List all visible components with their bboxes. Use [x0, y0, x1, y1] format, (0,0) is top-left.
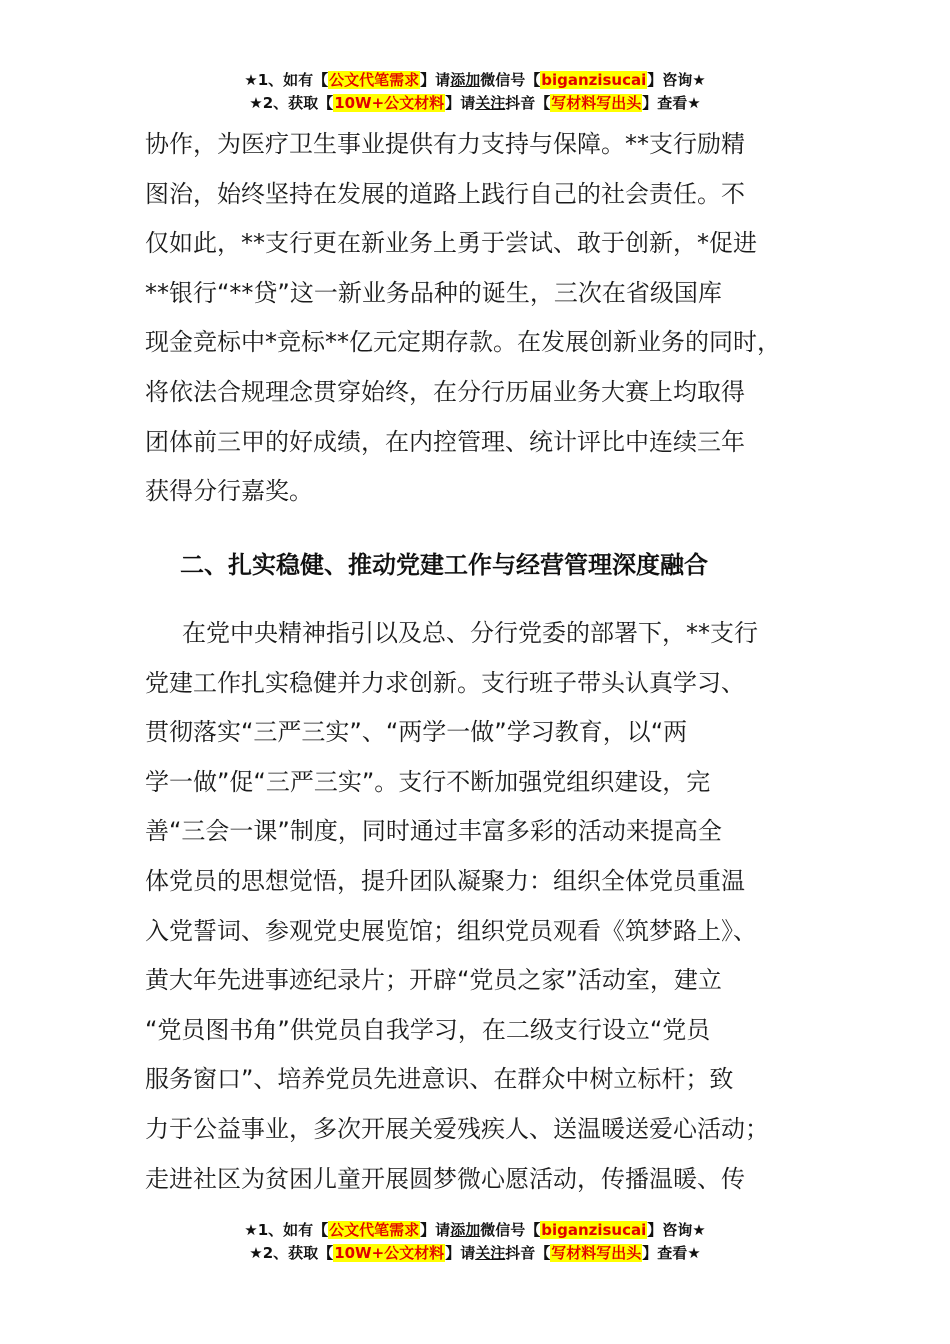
banner-highlight: biganzisucai	[541, 71, 647, 89]
text-line: 学一做”促“三严三实”。支行不断加强党组织建设，完	[145, 767, 711, 796]
banner-line-1	[0, 69, 950, 92]
banner-text: 】请	[420, 71, 451, 89]
text-line: 贯彻落实“三严三实”、“两学一做”学习教育，以“两	[145, 718, 688, 747]
paragraph-2	[145, 609, 825, 1204]
text-line: 黄大年先进事迹纪录片；开辟“党员之家”活动室，建立	[145, 966, 722, 995]
banner-text: 】请	[445, 1244, 476, 1262]
banner-line-2	[0, 92, 950, 115]
text-line: 获得分行嘉奖。	[145, 477, 313, 506]
banner-text: ★1、如有【	[244, 1221, 329, 1239]
banner-highlight: 公文代笔需求	[329, 71, 420, 89]
banner-text: ★2、获取【	[249, 1244, 334, 1262]
banner-underlined-text: 关注	[475, 94, 506, 112]
text-line: 服务窗口”、培养党员先进意识、在群众中树立标杆；致	[145, 1065, 734, 1094]
banner-text: 】咨询★	[647, 71, 706, 89]
text-line: 团体前三甲的好成绩，在内控管理、统计评比中连续三年	[145, 427, 745, 456]
text-line: 党建工作扎实稳健并力求创新。支行班子带头认真学习、	[145, 668, 745, 697]
section-heading: 二、扎实稳健、推动党建工作与经营管理深度融合	[180, 551, 708, 579]
banner-underlined-text: 添加	[450, 71, 481, 89]
banner-underlined-text: 添加	[450, 1221, 481, 1239]
text-line: 协作，为医疗卫生事业提供有力支持与保障。**支行励精	[145, 130, 745, 158]
footer-banner	[0, 1219, 950, 1265]
text-line: 善“三会一课”制度，同时通过丰富多彩的活动来提高全	[145, 817, 722, 846]
banner-underlined-text: 关注	[475, 1244, 506, 1262]
text-line: 将依法合规理念贯穿始终，在分行历届业务大赛上均取得	[145, 377, 745, 406]
banner-text: 抖音【	[505, 94, 551, 112]
banner-highlight: 写材料写出头	[551, 94, 642, 112]
banner-highlight: 10W+公文材料	[334, 94, 445, 112]
text-line: 入党誓词、参观党史展览馆；组织党员观看《筑梦路上》、	[145, 916, 757, 945]
banner-line-2	[0, 1242, 950, 1265]
banner-highlight: biganzisucai	[541, 1221, 647, 1239]
text-line: 仅如此，**支行更在新业务上勇于尝试、敢于创新，*促进	[145, 229, 757, 258]
text-line: 现金竞标中*竞标**亿元定期存款。在发展创新业务的同时，	[145, 328, 781, 357]
banner-text: 】咨询★	[647, 1221, 706, 1239]
banner-text: 抖音【	[505, 1244, 551, 1262]
text-line: 体党员的思想觉悟，提升团队凝聚力：组织全体党员重温	[145, 866, 745, 895]
banner-text: 微信号【	[480, 1221, 541, 1239]
banner-text: 】查看★	[642, 1244, 701, 1262]
text-line: 力于公益事业，多次开展关爱残疾人、送温暖送爱心活动；	[145, 1114, 769, 1143]
banner-highlight: 写材料写出头	[551, 1244, 642, 1262]
paragraph-1	[145, 120, 825, 517]
banner-line-1	[0, 1219, 950, 1242]
banner-text: ★2、获取【	[249, 94, 334, 112]
banner-highlight: 公文代笔需求	[329, 1221, 420, 1239]
header-banner	[0, 69, 950, 115]
banner-text: 微信号【	[480, 71, 541, 89]
text-line: **银行“**贷”这一新业务品种的诞生，三次在省级国库	[145, 278, 722, 307]
banner-text: 】请	[420, 1221, 451, 1239]
text-line: 走进社区为贫困儿童开展圆梦微心愿活动，传播温暖、传	[145, 1164, 745, 1193]
banner-highlight: 10W+公文材料	[334, 1244, 445, 1262]
text-line: “党员图书角”供党员自我学习，在二级支行设立“党员	[145, 1015, 711, 1044]
banner-text: 】查看★	[642, 94, 701, 112]
text-line: 图治，始终坚持在发展的道路上践行自己的社会责任。不	[145, 179, 745, 208]
banner-text: 】请	[445, 94, 476, 112]
banner-text: ★1、如有【	[244, 71, 329, 89]
text-line: 在党中央精神指引以及总、分行党委的部署下，**支行	[182, 619, 758, 647]
